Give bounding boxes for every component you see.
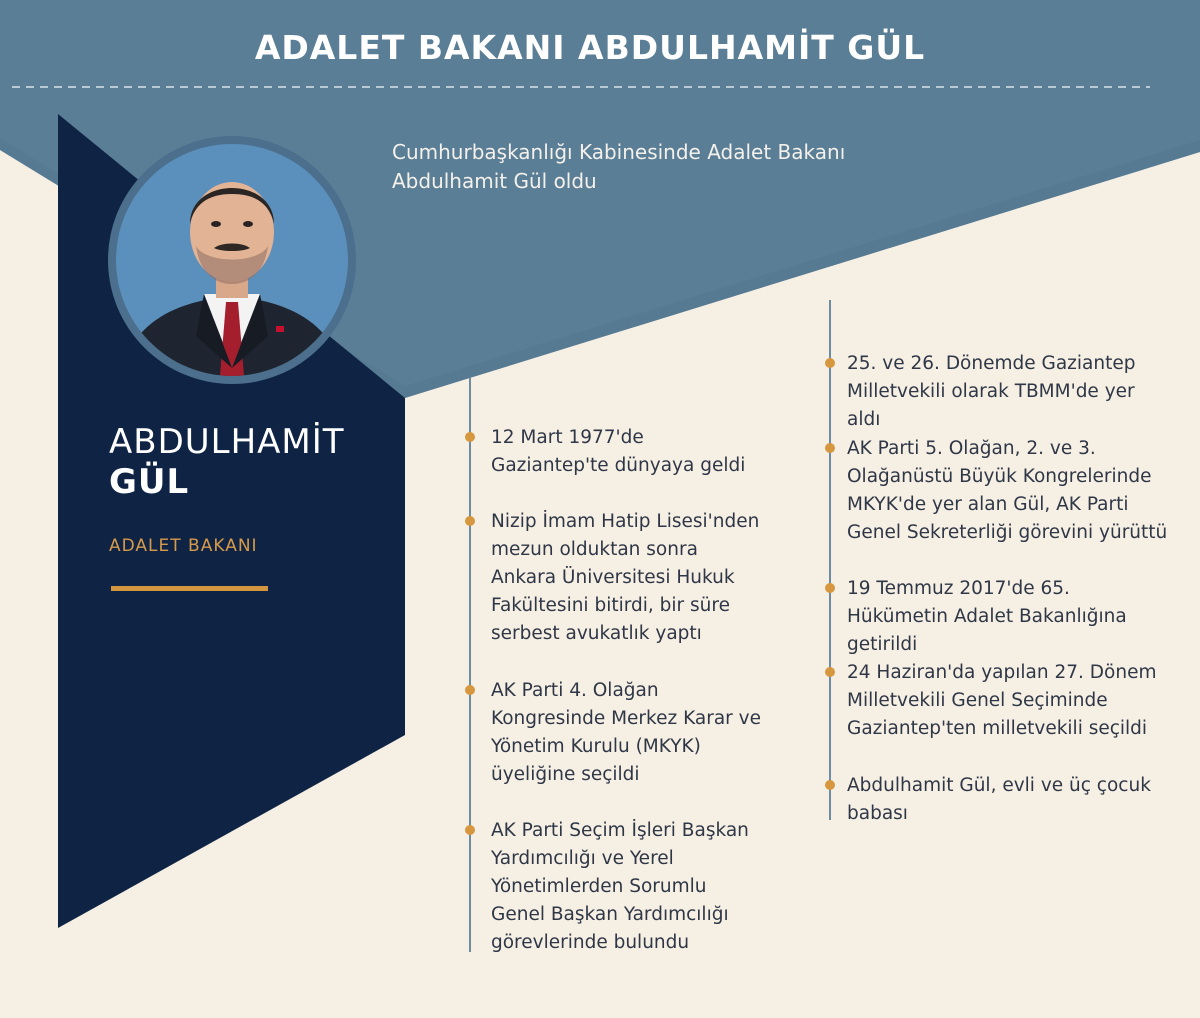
- timeline-event: 25. ve 26. Dönemde Gaziantep Milletvekili olarak TBMM'de yer aldı: [847, 353, 1136, 430]
- role-underline: [111, 586, 268, 591]
- timeline-dot: [825, 583, 835, 593]
- person-role: ADALET BAKANI: [109, 536, 258, 556]
- timeline-event: AK Parti Seçim İşleri Başkan Yardımcılığı ve Yerel Yönetimlerden Sorumlu Genel Başkan Yardımcılığı görevlerinde bulundu: [491, 820, 749, 953]
- intro-text: Cumhurbaşkanlığı Kabinesinde Adalet Bakanı Abdulhamit Gül oldu: [392, 140, 846, 193]
- portrait-avatar: [108, 136, 356, 384]
- timeline-event: 19 Temmuz 2017'de 65. Hükümetin Adalet Bakanlığına getirildi: [847, 578, 1127, 655]
- timeline-dot: [465, 825, 475, 835]
- timeline-left-line: [469, 378, 471, 952]
- timeline-dot: [825, 443, 835, 453]
- timeline-dot: [825, 667, 835, 677]
- timeline-event: 24 Haziran'da yapılan 27. Dönem Milletvekili Genel Seçiminde Gaziantep'ten milletvekili seçildi: [847, 662, 1157, 739]
- timeline-event: AK Parti 4. Olağan Kongresinde Merkez Karar ve Yönetim Kurulu (MKYK) üyeliğine seçildi: [491, 680, 761, 785]
- timeline-dot: [825, 358, 835, 368]
- timeline-dot: [825, 780, 835, 790]
- timeline-event: Nizip İmam Hatip Lisesi'nden mezun olduktan sonra Ankara Üniversitesi Hukuk Fakültesini bitirdi, bir süre serbest avukatlık yaptı: [491, 511, 760, 644]
- page-title: ADALET BAKANI ABDULHAMİT GÜL: [254, 28, 926, 67]
- timeline-event: Abdulhamit Gül, evli ve üç çocuk babası: [847, 775, 1151, 824]
- timeline-event: AK Parti 5. Olağan, 2. ve 3. Olağanüstü Büyük Kongrelerinde MKYK'de yer alan Gül, AK Parti Genel Sekreterliği görevini yürüttü: [847, 438, 1168, 543]
- timeline-right-line: [829, 300, 831, 820]
- person-first-name: ABDULHAMİT: [109, 422, 345, 462]
- timeline-dot: [465, 516, 475, 526]
- timeline-dot: [465, 685, 475, 695]
- timeline-dot: [465, 432, 475, 442]
- person-last-name: GÜL: [109, 462, 190, 502]
- timeline-event: 12 Mart 1977'de Gaziantep'te dünyaya geldi: [491, 427, 746, 476]
